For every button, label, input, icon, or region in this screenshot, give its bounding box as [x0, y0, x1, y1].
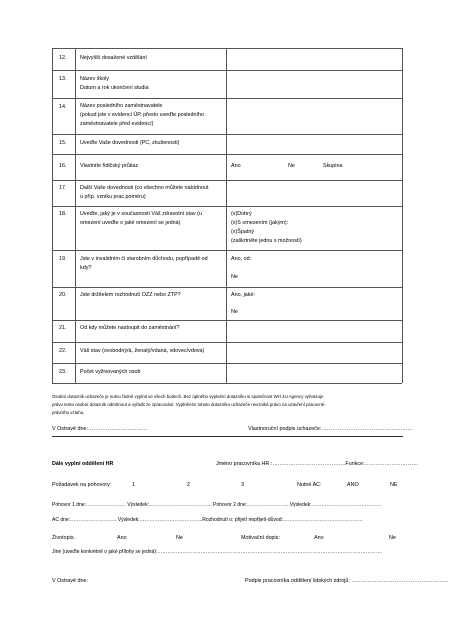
- question-text: Uveďte Vaše dovednosti (PC, zkušenosti): [80, 140, 180, 146]
- ac-ne: NE: [390, 482, 398, 488]
- declaration-line: právního vztahu.: [52, 410, 85, 415]
- answer-ano-od: Ano, od:: [231, 256, 252, 262]
- answer-ne: Ne: [288, 163, 295, 169]
- row-number: 23.: [59, 369, 67, 375]
- place-date-hr: V Ostravě dne:: [52, 578, 88, 584]
- ac-results: AC dne:………………………. Výsledek:………………………………..Rozhodnutí o: přijetí nepřijetí-důvod:…………………………………………: [52, 517, 363, 523]
- hr-signature: Podpis pracovníka oddělení lidských zdrojů: ………………………………………………: [245, 578, 449, 584]
- motivacni-label: Motivační dopis:: [241, 535, 280, 541]
- question-text: Od kdy můžete nastoupit do zaměstnání?: [80, 325, 180, 331]
- question-text: Jste držitelem rozhodnutí OZZ nebo ZTP?: [80, 292, 181, 298]
- row-number: 16.: [59, 163, 67, 169]
- row-line: [52, 98, 402, 99]
- question-text: Datum a rok ukončení studia: [80, 85, 149, 91]
- row-number: 20.: [59, 292, 67, 298]
- candidate-signature: Vlastnoruční podpis uchazeče:……………………………………………: [248, 426, 414, 432]
- row-line: [52, 320, 402, 321]
- row-line: [52, 383, 402, 384]
- question-text: Váš stav (svobodný/á, ženatý/vdaná, vdovec/vdova): [80, 348, 205, 354]
- question-text: Nejvyšší dosažené vzdělání: [80, 55, 147, 61]
- row-line: [52, 134, 402, 135]
- zivotopis-ano: Ano: [117, 535, 127, 541]
- candidate-signature-line: [52, 436, 403, 437]
- answer-ne: Ne: [231, 309, 238, 315]
- answer-ano: Ano: [231, 163, 241, 169]
- question-text: Další Vaše dovednosti (co všechno můžete nabídnout: [80, 185, 209, 191]
- row-number: 19.: [59, 256, 67, 262]
- row-number: 13.: [59, 76, 67, 82]
- motivacni-ano: Ano: [314, 535, 324, 541]
- question-text: Vlastníte řidičský průkaz: [80, 163, 139, 169]
- row-line: [52, 206, 402, 207]
- interview-number-1: 1: [132, 482, 135, 488]
- row-number: 18.: [59, 211, 67, 217]
- row-line: [52, 342, 402, 343]
- nutne-ac-label: Nutné AC:: [297, 482, 322, 488]
- health-option-limited: (x)S omezením (jakým):: [231, 220, 289, 226]
- zivotopis-ne: Ne: [176, 535, 183, 541]
- hr-section-title: Dále vyplní oddělení HR: [52, 461, 114, 467]
- zivotopis-label: Životopis.: [52, 535, 76, 541]
- hr-recruiter-field: Jméno pracovníka HR :…………………………………..Funkce:…………………………: [216, 461, 419, 467]
- declaration-line: právo tento osobní dotazník odmítnout a vyřadit ze zpracování. Vyplněním tohoto dotazníku uchazeče nevzniká právo na uzavření pracovně-: [52, 402, 326, 407]
- place-date-candidate: V Ostravě dne:……………………………: [52, 426, 148, 432]
- row-line: [52, 250, 402, 251]
- row-line: [52, 154, 402, 155]
- question-text: kdy?: [80, 265, 92, 271]
- table-border-right: [402, 48, 403, 383]
- question-text: omezení uveďte o jaké omezení se jedná): [80, 220, 181, 226]
- health-option-bad: (x)Špatný: [231, 229, 255, 235]
- question-text: u příp. vzniku prac.poměru): [80, 194, 146, 200]
- question-text: Název posledního zaměstnavatele: [80, 103, 163, 109]
- health-note: (zaškrtněte jednu s možností): [231, 238, 302, 244]
- row-line: [52, 287, 402, 288]
- row-line: [52, 180, 402, 181]
- question-text: Jste v invalidním či starobním důchodu, popřípadě od: [80, 256, 208, 262]
- question-text: Název školy: [80, 76, 110, 82]
- answer-ne: Ne: [231, 274, 238, 280]
- row-line: [52, 363, 402, 364]
- interview-number-2: 2: [187, 482, 190, 488]
- row-number: 22.: [59, 348, 67, 354]
- row-number: 21.: [59, 325, 67, 331]
- question-text: Uveďte, jaký je v současnosti Váš zdravotní stav (u: [80, 211, 202, 217]
- interview-results: Pohovor 1 dne:…………………… Výsledek:……………………………….. Pohovor 2 dne:……………………..Výsledek:……………………………………: [52, 502, 382, 508]
- row-number: 15.: [59, 140, 67, 146]
- answer-skupina: Skupina: [323, 163, 343, 169]
- row-line: [52, 48, 402, 49]
- row-number: 14.: [59, 104, 67, 110]
- question-text: zaměstnavatele před evidencí): [80, 121, 154, 127]
- row-line: [52, 70, 402, 71]
- question-text: (pokud jste v evidenci ÚP, přesto uveďte posledního: [80, 112, 204, 118]
- ac-ano: ANO: [347, 482, 359, 488]
- answer-ano-jake: Ano, jaké:: [231, 292, 255, 298]
- health-option-good: (x)Dobrý: [231, 211, 252, 217]
- motivacni-ne: Ne: [389, 535, 396, 541]
- row-number: 12.: [59, 55, 67, 61]
- other-attachments: Jiné (uveďte konkrétně o jaké přílohy se jedná):………………………………………………………………………………………………………………………: [52, 549, 383, 555]
- row-number: 17.: [59, 185, 67, 191]
- question-text: Počet vyživovaných osob: [80, 369, 141, 375]
- interviews-label: Požadavek na pohovory:: [52, 482, 112, 488]
- declaration-line: Osobní dotazník uchazeče je nutno řádně vyplnit ve všech bodech. Bez úplného vyplnění dotazníku si společnost WH 4U Agency vyhrazuje: [52, 394, 324, 399]
- interview-number-3: 3: [241, 482, 244, 488]
